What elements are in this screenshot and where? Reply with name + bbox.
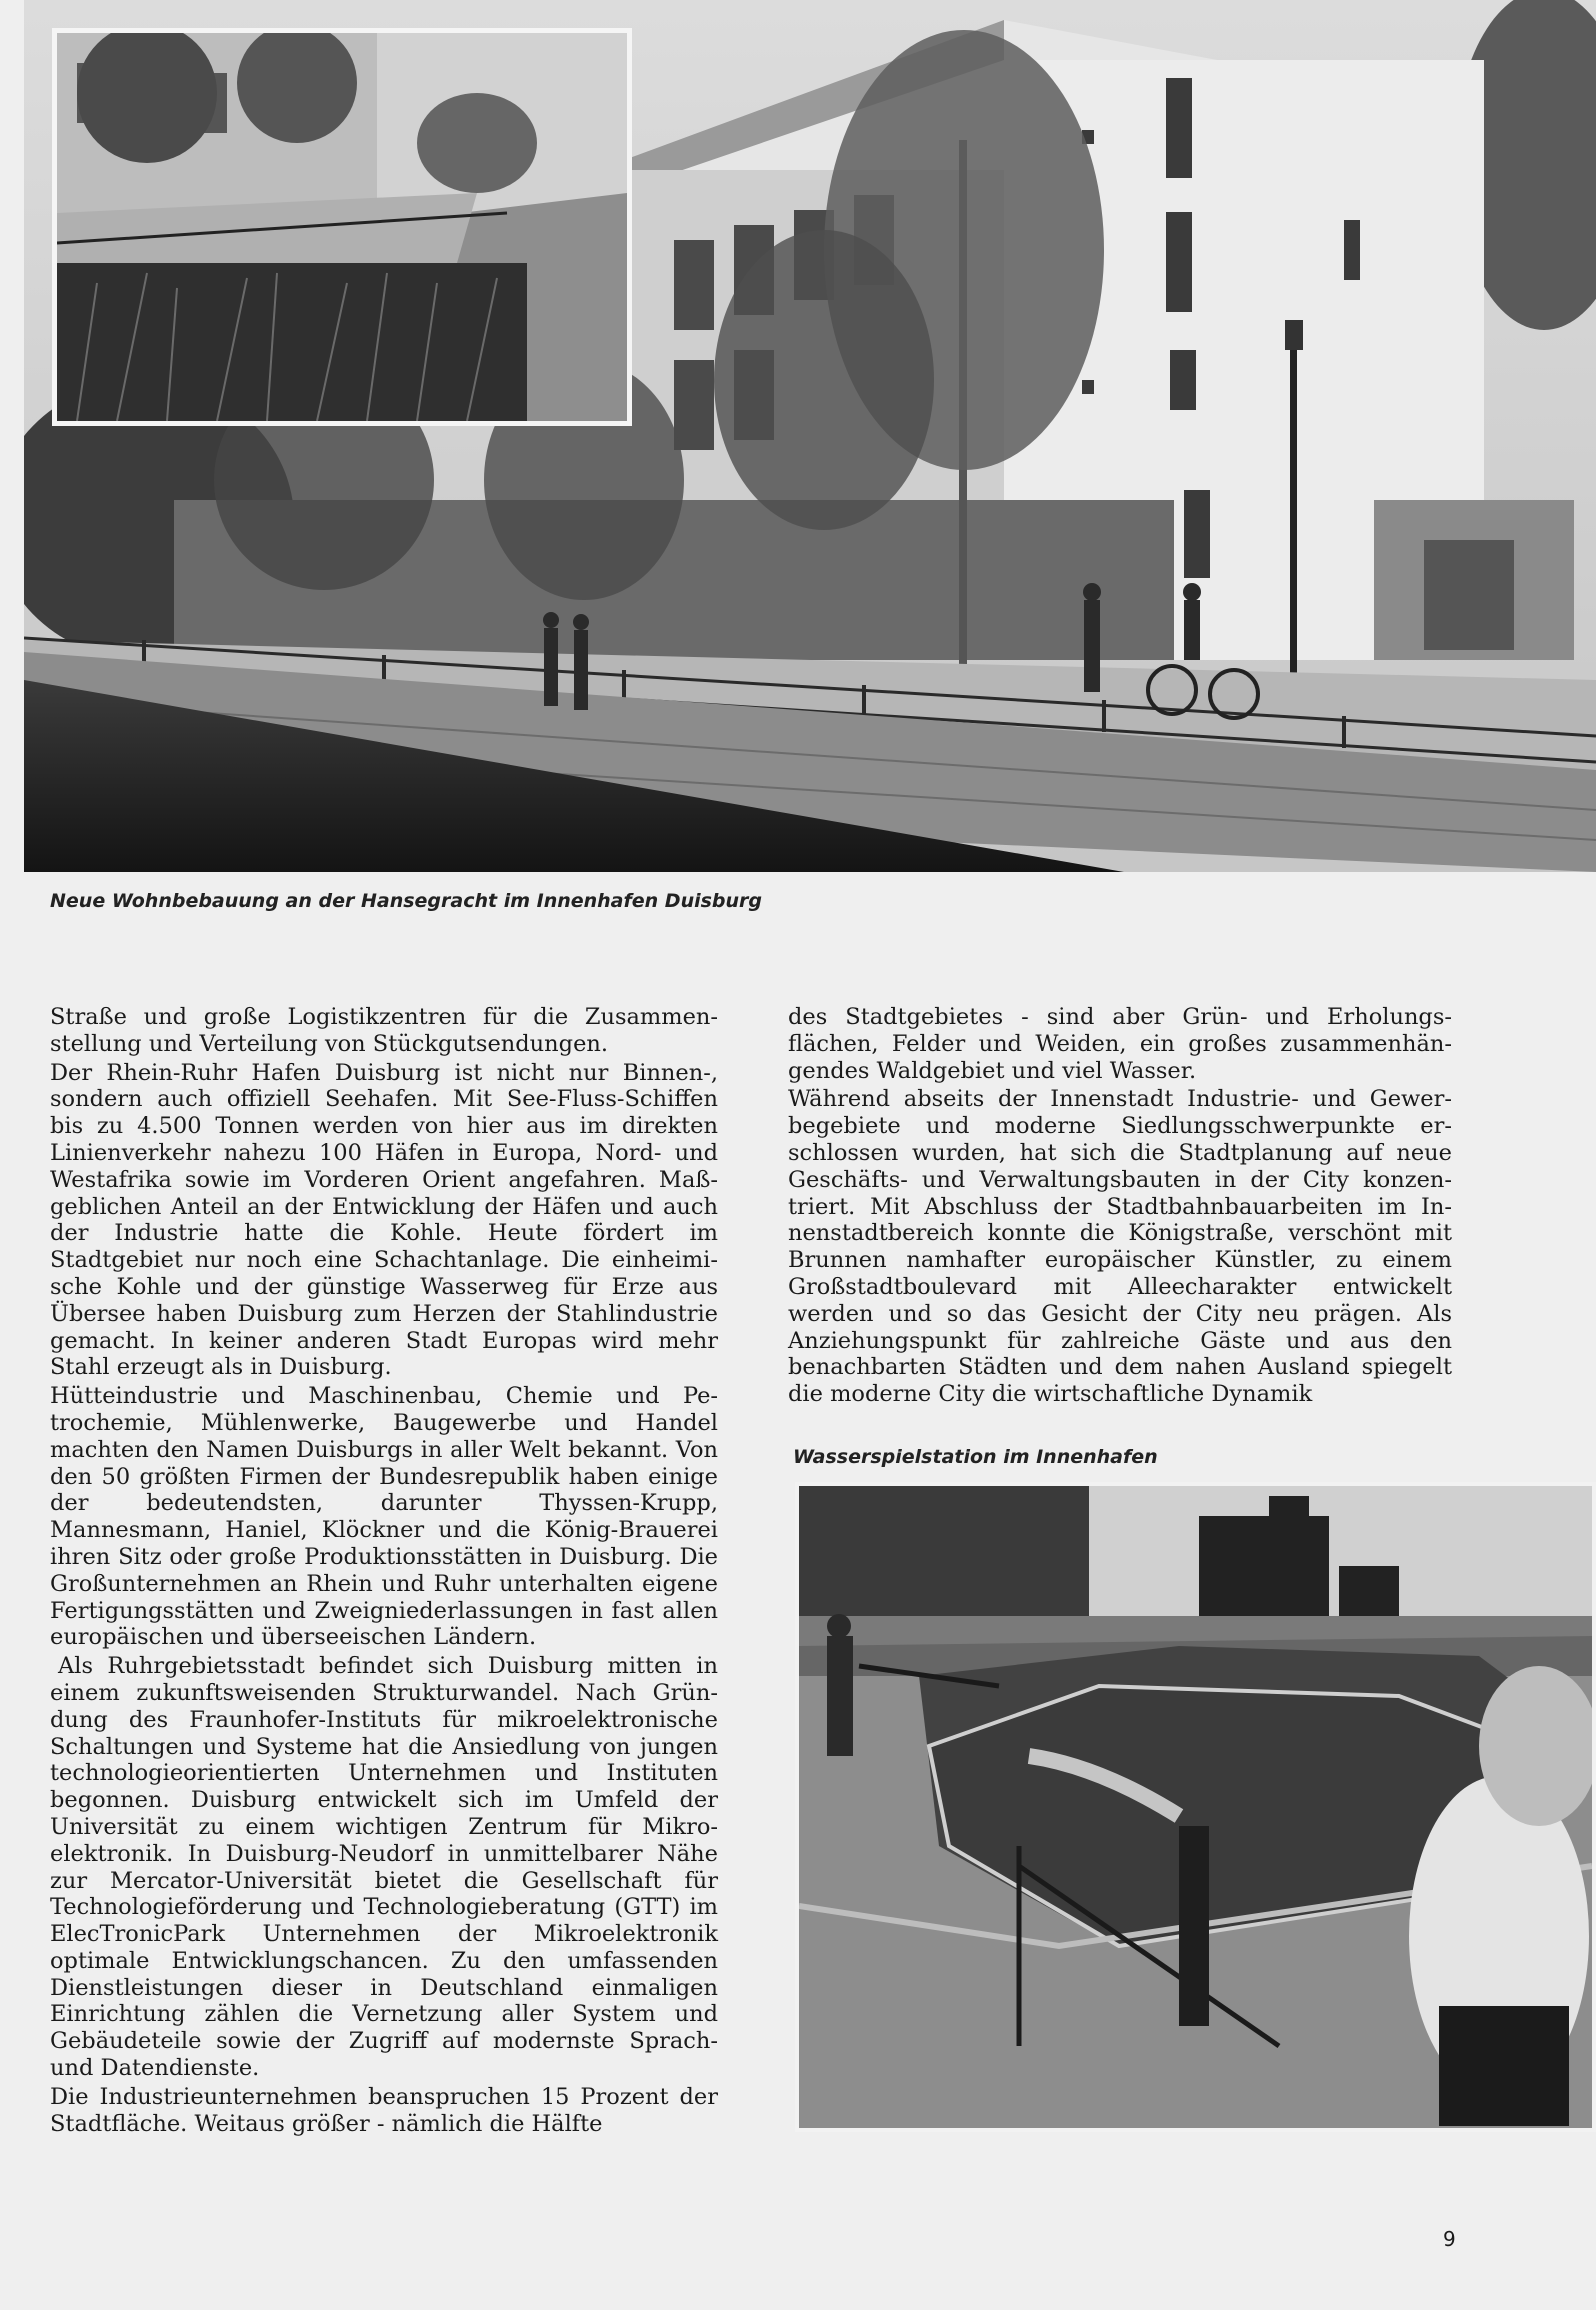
page-number: 9 — [1443, 2227, 1456, 2251]
paragraph: Straße und große Logistikzentren für die Zusammenstellung und Verteilung von Stückgutsendungen. — [50, 1004, 718, 1057]
paragraph: Während abseits der Innenstadt Industrie- und Gewerbegebiete und moderne Siedlungsschwerpunkte erschlossen wurden, hat sich die Stadtplanung auf neue Geschäfts- und Verwaltungsbauten in der City konzentriert. Mit Abschluss der Stadtbahnbauarbeiten im Innenstadtbereich konnte die Königstraße, verschönt mit Brunnen namhafter europäischer Künstler, zu einem Großstadtboulevard mit Alleecharakter entwickelt werden und so das Gesicht der City neu prägen. Als Anziehungspunkt für zahlreiche Gäste und aus den benachbarten Städten und dem nahen Ausland spiegelt die moderne City die wirtschaftliche Dynamik — [788, 1086, 1452, 1408]
text-column-left — [50, 1004, 718, 2139]
hero-caption: Neue Wohnbebauung an der Hansegracht im Innenhafen Duisburg — [50, 890, 763, 912]
paragraph: Die Industrieunternehmen beanspruchen 15 Prozent der Stadtfläche. Weitaus größer - nämlich die Hälfte — [50, 2083, 718, 2137]
paragraph: Der Rhein-Ruhr Hafen Duisburg ist nicht nur Binnen-, sondern auch offiziell Seehafen. Mit See-Fluss-Schiffen bis zu 4.500 Tonnen werden von hier aus im direkten Linienverkehr nahezu 100 Häfen in Europa, Nord- und Westafrika sowie im Vorderen Orient angefahren. Maßgeblichen Anteil an der Entwicklung der Häfen und auch der Industrie hatte die Kohle. Heute fördert im Stadtgebiet nur noch eine Schachtanlage. Die einheimische Kohle und der günstige Wasserweg für Erze aus Übersee haben Duisburg zum Herzen der Stahlindustrie gemacht. In keiner anderen Stadt Europas wird mehr Stahl erzeugt als in Duisburg. — [50, 1059, 718, 1381]
paragraph: des Stadtgebietes - sind aber Grün- und Erholungsflächen, Felder und Weiden, ein großes zusammenhängendes Waldgebiet und viel Wasser. — [788, 1004, 1452, 1084]
paragraph: Hütteindustrie und Maschinenbau, Chemie und Petrochemie, Mühlenwerke, Baugewerbe und Handel machten den Namen Duisburgs in aller Welt bekannt. Von den 50 größten Firmen der Bundesrepublik haben einige der bedeutendsten, darunter Thyssen-Krupp, Mannesmann, Haniel, Klöckner und die König-Brauerei ihren Sitz oder große Produktionsstätten in Duisburg. Die Großunternehmen an Rhein und Ruhr unterhalten eigene Fertigungsstätten und Zweigniederlassungen in fast allen europäischen und überseeischen Ländern. — [50, 1383, 718, 1651]
paragraph: Als Ruhrgebietsstadt befindet sich Duisburg mitten in einem zukunftsweisenden Strukturwandel. Nach Gründung des Fraunhofer-Instituts für mikroelektronische Schaltungen und Systeme hat die Ansiedlung von jungen technologieorientierten Unternehmen und Instituten begonnen. Duisburg entwickelt sich im Umfeld der Universität zu einem wichtigen Zentrum für Mikroelektronik. In Duisburg-Neudorf in unmittelbarer Nähe zur Mercator-Universität bietet die Gesellschaft für Technologieförderung und Technologieberatung (GTT) im ElecTronicPark Unternehmen der Mikroelektronik optimale Entwicklungschancen. Zu den umfassenden Dienstleistungen dieser in Deutschland einmaligen Einrichtung zählen die Vernetzung aller System und Gebäudeteile sowie der Zugriff auf modernste Sprach- und Datendienste. — [50, 1653, 718, 2082]
water-caption: Wasserspielstation im Innenhafen — [793, 1446, 1158, 1468]
text-column-right — [788, 1004, 1452, 1410]
water-play-station-photo — [795, 1482, 1596, 2132]
inset-photo-canal — [52, 28, 632, 426]
